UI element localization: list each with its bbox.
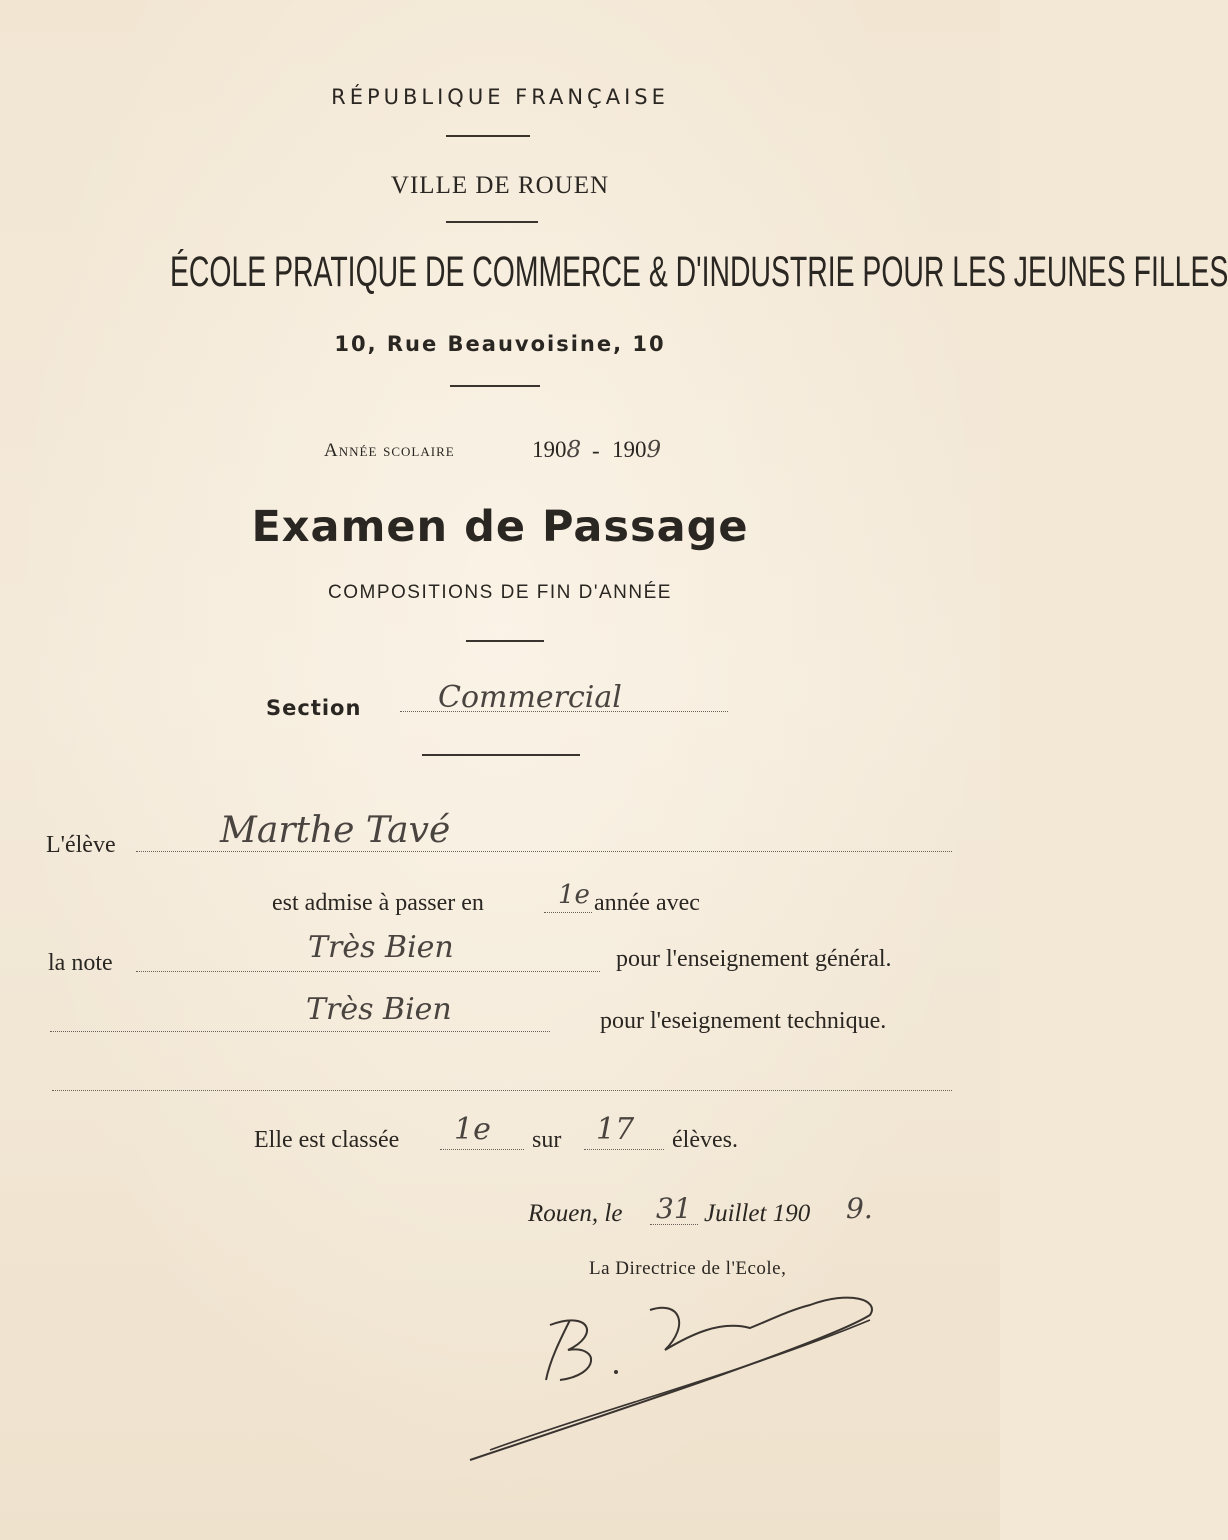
note-general-dotted-line bbox=[136, 971, 600, 972]
classement-text-after: élèves. bbox=[672, 1127, 738, 1153]
note-technique-value: Très Bien bbox=[306, 992, 452, 1027]
directrice-title: La Directrice de l'Ecole, bbox=[589, 1258, 787, 1279]
eleve-label: L'élève bbox=[46, 832, 116, 858]
date-place: Rouen, le bbox=[528, 1200, 623, 1227]
adresse: 10, Rue Beauvoisine, 10 bbox=[334, 332, 666, 356]
divider bbox=[446, 221, 538, 223]
year-start bbox=[532, 437, 581, 463]
section-label: Section bbox=[266, 696, 362, 720]
admission-text-after: année avec bbox=[594, 890, 700, 916]
date-day: 31 bbox=[656, 1192, 692, 1225]
date-month-year: Juillet 190 bbox=[704, 1200, 811, 1227]
date-year-hand: 9. bbox=[846, 1192, 873, 1225]
blank-dotted-line bbox=[52, 1090, 952, 1091]
republique-heading: RÉPUBLIQUE FRANÇAISE bbox=[331, 85, 669, 109]
year-end-prefix: 190 bbox=[612, 437, 647, 462]
admission-year-value: 1e bbox=[558, 880, 590, 910]
year-end-hand: 9 bbox=[646, 437, 662, 463]
year-start-prefix: 190 bbox=[532, 437, 567, 462]
admission-text: est admise à passer en bbox=[272, 890, 484, 916]
note-general-value: Très Bien bbox=[308, 930, 454, 965]
ecole-heading: ÉCOLE PRATIQUE DE COMMERCE & D'INDUSTRIE POUR LES JEUNES FILLES bbox=[170, 248, 1228, 296]
classement-total: 17 bbox=[596, 1112, 635, 1147]
divider bbox=[450, 385, 540, 387]
classement-sur: sur bbox=[532, 1127, 562, 1153]
classement-rank-dotted-line bbox=[440, 1149, 524, 1150]
classement-total-dotted-line bbox=[584, 1149, 664, 1150]
year-separator: - bbox=[592, 438, 600, 463]
compositions-subtitle: COMPOSITIONS DE FIN D'ANNÉE bbox=[328, 582, 672, 603]
divider bbox=[446, 135, 530, 137]
eleve-value: Marthe Tavé bbox=[220, 810, 451, 851]
eleve-dotted-line bbox=[136, 851, 952, 852]
divider bbox=[422, 754, 580, 756]
classement-text: Elle est classée bbox=[254, 1127, 400, 1153]
ville-heading: VILLE DE ROUEN bbox=[390, 172, 610, 199]
section-value: Commercial bbox=[438, 680, 622, 715]
examen-title: Examen de Passage bbox=[251, 502, 749, 552]
note-general-text: pour l'enseignement général. bbox=[616, 946, 892, 972]
divider bbox=[466, 640, 544, 642]
note-label: la note bbox=[48, 950, 113, 976]
note-technique-dotted-line bbox=[50, 1031, 550, 1032]
year-end bbox=[612, 437, 661, 463]
signature-image bbox=[450, 1280, 890, 1470]
admission-dotted-line bbox=[544, 912, 592, 913]
classement-rank: 1e bbox=[454, 1112, 491, 1147]
annee-scolaire-label: Année scolaire bbox=[324, 440, 455, 461]
year-start-hand: 8 bbox=[566, 437, 582, 463]
note-technique-text: pour l'eseignement technique. bbox=[600, 1008, 887, 1034]
